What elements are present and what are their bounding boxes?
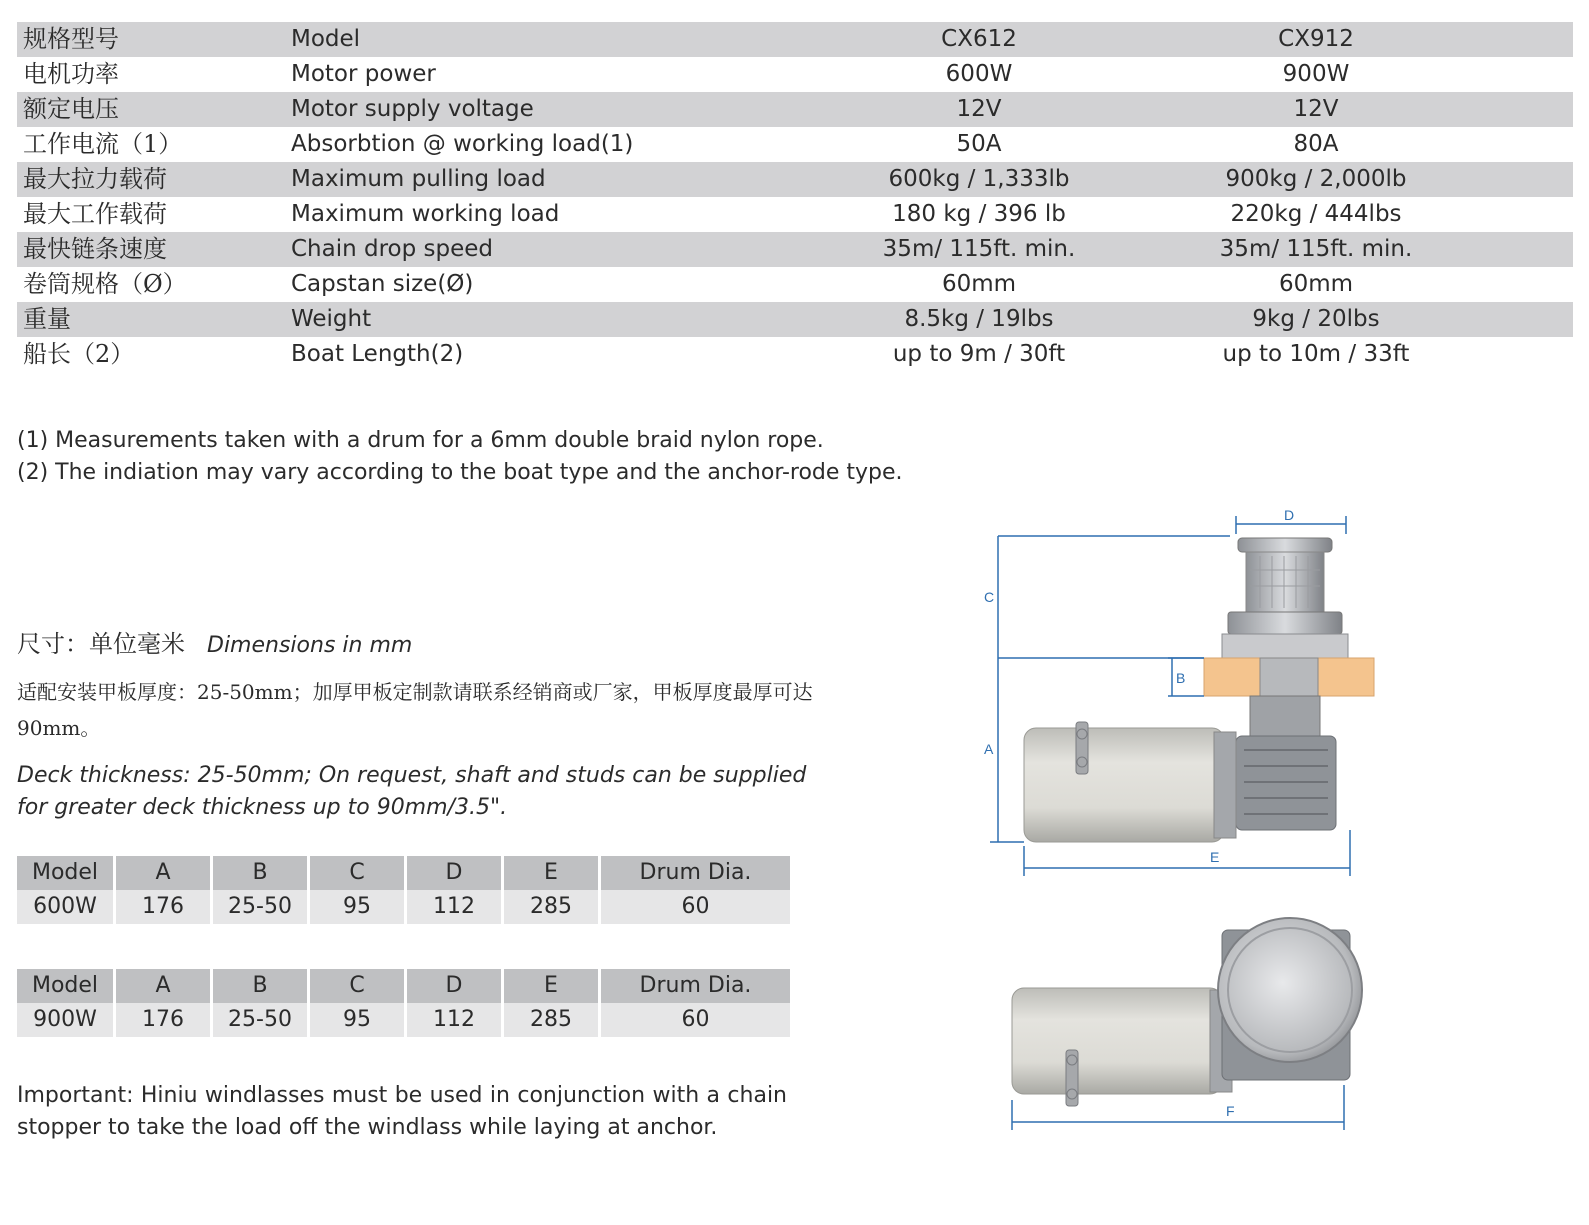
footnote-1: (1) Measurements taken with a drum for a 6mm double braid nylon rope. [17,428,824,453]
dimension-table-header [17,969,790,1003]
cell-b: 25-50 [213,890,310,924]
header-a: A [116,856,213,890]
header-c: C [310,969,407,1003]
spec-value-cx912: 80A [1293,131,1339,157]
spec-row-model [17,22,1573,57]
spec-value-cx612: 12V [781,92,1177,127]
header-drum-dia: Drum Dia. [601,856,790,890]
spec-label-zh: 最大工作载荷 [23,200,167,228]
cell-b: 25-50 [213,1003,310,1037]
spec-row-max-working-load [17,197,1573,232]
spec-value-cx612: 50A [956,131,1002,157]
spec-label-zh: 工作电流（1） [23,130,183,158]
spec-value-cx612: 180 kg / 396 lb [892,201,1066,227]
dimension-table-row [17,890,790,924]
spec-value-cx912: 900W [1282,61,1350,87]
cell-drum-dia: 60 [601,890,790,924]
spec-label-en: Motor supply voltage [291,92,781,127]
spec-value-cx912: 60mm [1278,271,1354,297]
cell-c: 95 [310,1003,407,1037]
dimension-table-header [17,856,790,890]
dimension-label-f: F [1226,1103,1235,1119]
spec-label-zh: 额定电压 [17,92,291,127]
spec-value-cx912: 12V [1177,92,1573,127]
cell-e: 285 [504,1003,601,1037]
dimensions-title [17,624,412,659]
spec-value-cx912: 9kg / 20lbs [1177,302,1573,337]
spec-label-en: Maximum pulling load [291,162,781,197]
header-d: D [407,856,504,890]
spec-label-zh: 船长（2） [23,340,135,368]
spec-label-en: Chain drop speed [291,232,781,267]
spec-value-cx612: 35m/ 115ft. min. [781,232,1177,267]
dimension-label-c: C [984,589,995,605]
spec-row-weight [17,302,1573,337]
dimension-label-b: B [1176,670,1186,686]
header-c: C [310,856,407,890]
spec-row-max-pulling-load [17,162,1573,197]
spec-value-cx612: 8.5kg / 19lbs [781,302,1177,337]
spec-row-motor-power [17,57,1573,92]
header-a: A [116,969,213,1003]
spec-label-en: Maximum working load [291,201,560,227]
deck-thickness-zh: 适配安装甲板厚度：25-50mm；加厚甲板定制款请联系经销商或厂家，甲板厚度最厚可达 90mm。 [17,680,813,740]
cell-model: 600W [17,890,116,924]
spec-row-chain-drop-speed [17,232,1573,267]
cell-d: 112 [407,890,504,924]
header-e: E [504,856,601,890]
header-e: E [504,969,601,1003]
windlass-top-view [1012,918,1362,1106]
cell-e: 285 [504,890,601,924]
cell-d: 112 [407,1003,504,1037]
dimension-table-row [17,1003,790,1037]
spec-value-cx612: 600kg / 1,333lb [781,162,1177,197]
spec-label-en: Motor power [291,61,436,87]
spec-value-cx912: up to 10m / 33ft [1222,341,1410,367]
spec-value-cx912: 35m/ 115ft. min. [1177,232,1573,267]
important-note: Important: Hiniu windlasses must be used in conjunction with a chain stopper to take the load off the windlass while laying at anchor. [17,1083,787,1140]
header-drum-dia: Drum Dia. [601,969,790,1003]
spec-label-zh: 电机功率 [23,60,119,88]
spec-value-cx912: CX912 [1177,22,1573,57]
spec-label-zh: 重量 [17,302,291,337]
header-d: D [407,969,504,1003]
cell-a: 176 [116,890,213,924]
windlass-diagram [960,500,1380,1160]
deck-thickness-en-line-2: for greater deck thickness up to 90mm/3.5". [17,795,508,820]
windlass-side-view [1024,538,1374,842]
spec-row-boat-length [17,337,1573,372]
spec-label-zh: 最大拉力载荷 [17,162,291,197]
cell-a: 176 [116,1003,213,1037]
spec-label-en: Capstan size(Ø) [291,271,474,297]
spec-label-zh: 规格型号 [17,22,291,57]
deck-thickness-en [17,760,817,824]
dimension-label-a: A [984,741,994,757]
spec-value-cx612: 600W [945,61,1013,87]
spec-value-cx612: up to 9m / 30ft [892,341,1066,367]
spec-row-absorbtion [17,127,1573,162]
spec-label-en: Model [291,22,781,57]
cell-drum-dia: 60 [601,1003,790,1037]
footnotes [17,425,903,489]
spec-label-zh: 最快链条速度 [17,232,291,267]
header-b: B [213,856,310,890]
dimension-table-900w [17,969,790,1037]
spec-label-en: Weight [291,302,781,337]
spec-row-capstan-size [17,267,1573,302]
spec-label-en: Boat Length(2) [291,341,464,367]
header-model: Model [17,856,116,890]
header-model: Model [17,969,116,1003]
spec-label-en: Absorbtion @ working load(1) [291,131,634,157]
spec-value-cx612: CX612 [781,22,1177,57]
deck-thickness-en-line-1: Deck thickness: 25-50mm; On request, shaft and studs can be supplied [17,763,807,788]
spec-value-cx912: 900kg / 2,000lb [1177,162,1573,197]
spec-row-voltage [17,92,1573,127]
cell-model: 900W [17,1003,116,1037]
dimension-table-600w [17,856,790,924]
spec-value-cx912: 220kg / 444lbs [1230,201,1402,227]
footnote-2: (2) The indiation may vary according to the boat type and the anchor-rode type. [17,460,903,485]
dimensions-title-en: Dimensions in mm [207,633,413,658]
spec-label-zh: 卷筒规格（Ø） [23,270,187,298]
dimensions-title-zh: 尺寸：单位毫米 [17,630,185,658]
dimension-label-d: D [1284,507,1295,523]
dimension-label-e: E [1210,849,1220,865]
cell-c: 95 [310,890,407,924]
spec-table [17,22,1573,372]
header-b: B [213,969,310,1003]
spec-value-cx612: 60mm [941,271,1017,297]
